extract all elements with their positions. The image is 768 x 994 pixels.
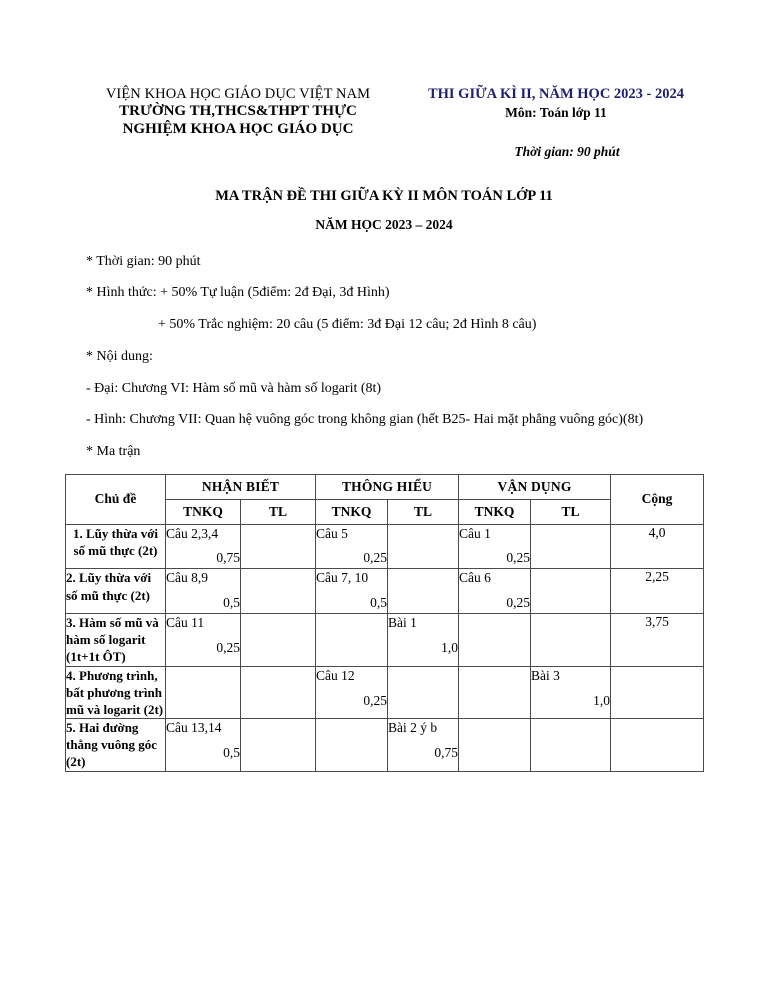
column-header-th-tnkq: TNKQ (316, 499, 388, 524)
cell-nhan-biet-tnkq (166, 666, 241, 718)
cell-question-label: Câu 7, 10 (316, 570, 369, 586)
cell-thong-hieu-tl (388, 719, 459, 771)
page-title: MA TRẬN ĐỀ THI GIỮA KỲ II MÔN TOÁN LỚP 11 (215, 187, 553, 204)
row-total-value (611, 666, 704, 718)
cell-thong-hieu-tl (388, 666, 459, 718)
column-header-nb-tnkq: TNKQ (166, 499, 241, 524)
cell-nhan-biet-tl (241, 524, 316, 569)
cell-score-value: 0,5 (223, 595, 240, 611)
detail-content-geometry: - Hình: Chương VII: Quan hệ vuông góc trong không gian (hết B25- Hai mặt phẳng vuông góc)(8t) (86, 412, 644, 428)
cell-score-value: 0,25 (363, 550, 388, 566)
row-total-value (611, 719, 704, 771)
detail-time: * Thời gian: 90 phút (86, 253, 201, 269)
cell-thong-hieu-tl (388, 524, 459, 569)
cell-nhan-biet-tnkq (166, 614, 241, 666)
cell-thong-hieu-tl (388, 614, 459, 666)
cell-van-dung-tnkq (459, 719, 531, 771)
cell-van-dung-tnkq (459, 524, 531, 569)
cell-question-label: Câu 5 (316, 525, 348, 541)
row-total-value: 3,75 (611, 614, 704, 666)
cell-score-value: 0,25 (506, 595, 531, 611)
cell-question-label: Câu 1 (459, 525, 491, 541)
cell-nhan-biet-tnkq (166, 569, 241, 614)
cell-thong-hieu-tl (388, 569, 459, 614)
cell-van-dung-tnkq (459, 666, 531, 718)
exam-title: THI GIỮA KÌ II, NĂM HỌC 2023 - 2024 (427, 86, 685, 102)
exam-subject: Môn: Toán lớp 11 (505, 105, 607, 121)
cell-van-dung-tl (531, 666, 611, 718)
cell-question-label: Câu 2,3,4 (166, 525, 219, 541)
table-row (66, 614, 704, 666)
cell-score-value: 0,25 (363, 692, 388, 708)
cell-van-dung-tl (531, 524, 611, 569)
row-topic-label: 1. Lũy thừa với số mũ thực (2t) (66, 524, 166, 569)
detail-format-line-2: + 50% Trắc nghiệm: 20 câu (5 điểm: 3đ Đại 12 câu; 2đ Hình 8 câu) (158, 317, 537, 333)
column-header-vd-tl: TL (531, 499, 611, 524)
letterhead (0, 0, 768, 160)
page-subtitle: NĂM HỌC 2023 – 2024 (315, 216, 453, 232)
cell-van-dung-tl (531, 614, 611, 666)
table-row (66, 569, 704, 614)
detail-matrix-label: * Ma trận (86, 443, 141, 459)
cell-score-value: 0,25 (506, 550, 531, 566)
cell-nhan-biet-tnkq (166, 524, 241, 569)
cell-van-dung-tnkq (459, 569, 531, 614)
column-header-nb-tl: TL (241, 499, 316, 524)
table-row (66, 524, 704, 569)
cell-question-label: Câu 6 (459, 570, 491, 586)
cell-nhan-biet-tl (241, 719, 316, 771)
cell-thong-hieu-tnkq (316, 719, 388, 771)
cell-thong-hieu-tnkq (316, 569, 388, 614)
exam-info-block (406, 86, 706, 160)
row-total-value: 4,0 (611, 524, 704, 569)
matrix-table-container (0, 474, 768, 772)
row-total-value: 2,25 (611, 569, 704, 614)
cell-nhan-biet-tl (241, 666, 316, 718)
detail-content-label: * Nội dung: (86, 348, 153, 364)
cell-thong-hieu-tnkq (316, 666, 388, 718)
cell-question-label: Bài 2 ý b (388, 720, 438, 736)
cell-thong-hieu-tnkq (316, 524, 388, 569)
details-block (0, 251, 768, 463)
row-topic-label: 4. Phương trình, bất phương trình mũ và logarit (2t) (66, 666, 166, 718)
cell-question-label: Bài 1 (388, 615, 417, 631)
institution-line-3: NGHIỆM KHOA HỌC GIÁO DỤC (122, 120, 354, 137)
cell-question-label: Bài 3 (531, 667, 560, 683)
cell-thong-hieu-tnkq (316, 614, 388, 666)
cell-question-label: Câu 11 (166, 615, 205, 631)
column-group-van-dung: VẬN DỤNG (459, 474, 611, 499)
cell-van-dung-tl (531, 569, 611, 614)
column-header-th-tl: TL (388, 499, 459, 524)
cell-question-label: Câu 8,9 (166, 570, 208, 586)
cell-question-label: Câu 13,14 (166, 720, 222, 736)
column-header-total: Cộng (611, 474, 704, 524)
cell-question-label: Câu 12 (316, 667, 355, 683)
column-group-nhan-biet: NHẬN BIẾT (166, 474, 316, 499)
table-body (66, 524, 704, 771)
cell-van-dung-tl (531, 719, 611, 771)
institution-block (78, 86, 398, 138)
institution-line-1: VIỆN KHOA HỌC GIÁO DỤC VIỆT NAM (105, 86, 371, 102)
cell-van-dung-tnkq (459, 614, 531, 666)
table-row (66, 666, 704, 718)
cell-score-value: 0,75 (434, 744, 459, 760)
column-header-vd-tnkq: TNKQ (459, 499, 531, 524)
exam-duration: Thời gian: 90 phút (514, 143, 620, 159)
detail-content-algebra: - Đại: Chương VI: Hàm số mũ và hàm số logarit (8t) (86, 380, 382, 396)
cell-nhan-biet-tl (241, 569, 316, 614)
cell-score-value: 0,25 (216, 640, 240, 656)
row-topic-label: 5. Hai đường thẳng vuông góc (2t) (66, 719, 166, 771)
cell-score-value: 0,75 (216, 550, 240, 566)
table-header-row-groups (66, 474, 704, 499)
exam-matrix-table (65, 474, 704, 772)
cell-score-value: 0,5 (370, 595, 388, 611)
cell-nhan-biet-tnkq (166, 719, 241, 771)
detail-format-line-1: * Hình thức: + 50% Tự luận (5điểm: 2đ Đại, 3đ Hình) (86, 285, 390, 301)
table-header (66, 474, 704, 524)
row-topic-label: 2. Lũy thừa với số mũ thực (2t) (66, 569, 166, 614)
table-row (66, 719, 704, 771)
cell-score-value: 1,0 (593, 692, 611, 708)
institution-line-2: TRƯỜNG TH,THCS&THPT THỰC (119, 103, 357, 120)
row-topic-label: 3. Hàm số mũ và hàm số logarit (1t+1t ÔT) (66, 614, 166, 666)
cell-score-value: 0,5 (223, 744, 240, 760)
cell-nhan-biet-tl (241, 614, 316, 666)
column-group-thong-hieu: THÔNG HIỂU (316, 474, 459, 499)
cell-score-value: 1,0 (441, 640, 459, 656)
column-header-topic: Chủ đề (66, 474, 166, 524)
